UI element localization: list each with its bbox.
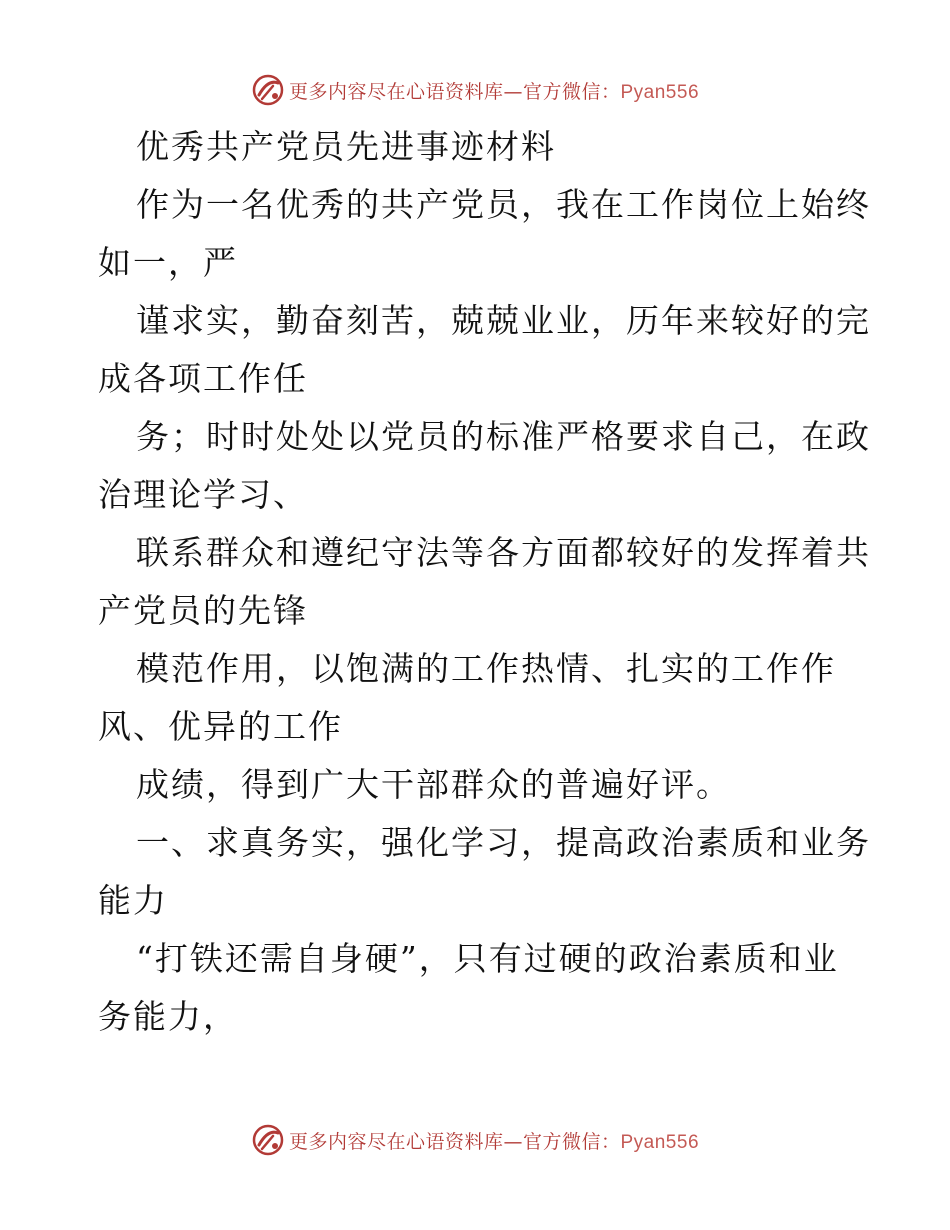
- document-line: 一、求真务实，强化学习，提高政治素质和业务: [136, 823, 871, 862]
- document-line: 联系群众和遵纪守法等各方面都较好的发挥着共: [136, 533, 871, 572]
- seal-logo-icon: [251, 73, 285, 107]
- banner-wechat-label: 官方微信：: [522, 80, 621, 103]
- document-line: 治理论学习、: [98, 475, 308, 514]
- seal-logo-icon: [251, 1123, 285, 1157]
- document-line: 作为一名优秀的共产党员，我在工作岗位上始终: [136, 185, 871, 224]
- document-line: 模范作用，以饱满的工作热情、扎实的工作作: [136, 649, 836, 688]
- document-line: 成绩，得到广大干部群众的普遍好评。: [136, 765, 731, 804]
- footer-banner: [0, 1120, 950, 1160]
- document-line: 能力: [98, 881, 168, 920]
- document-body: [98, 118, 871, 1046]
- header-banner: [0, 70, 950, 110]
- document-line: “打铁还需自身硬”，只有过硬的政治素质和业: [136, 939, 839, 978]
- banner-dash: —: [503, 80, 523, 103]
- document-line: 产党员的先锋: [98, 591, 308, 630]
- document-line: 如一，严: [98, 243, 238, 282]
- banner-wechat-handle: Pyan556: [620, 1131, 700, 1153]
- banner-wechat-label: 官方微信：: [522, 1130, 621, 1153]
- document-line: 务；时时处处以党员的标准严格要求自己，在政: [136, 417, 871, 456]
- banner-main-text: 更多内容尽在心语资料库: [288, 1130, 504, 1153]
- document-line: 风、优异的工作: [98, 707, 343, 746]
- banner-dash: —: [503, 1130, 523, 1153]
- document-line: 务能力，: [98, 997, 238, 1036]
- document-line: 谨求实，勤奋刻苦，兢兢业业，历年来较好的完: [136, 301, 871, 340]
- banner-main-text: 更多内容尽在心语资料库: [288, 80, 504, 103]
- document-line: 成各项工作任: [98, 359, 308, 398]
- banner-wechat-handle: Pyan556: [620, 81, 700, 103]
- banner-text: [289, 1127, 699, 1154]
- document-line: 优秀共产党员先进事迹材料: [136, 127, 556, 166]
- banner-text: [289, 77, 699, 104]
